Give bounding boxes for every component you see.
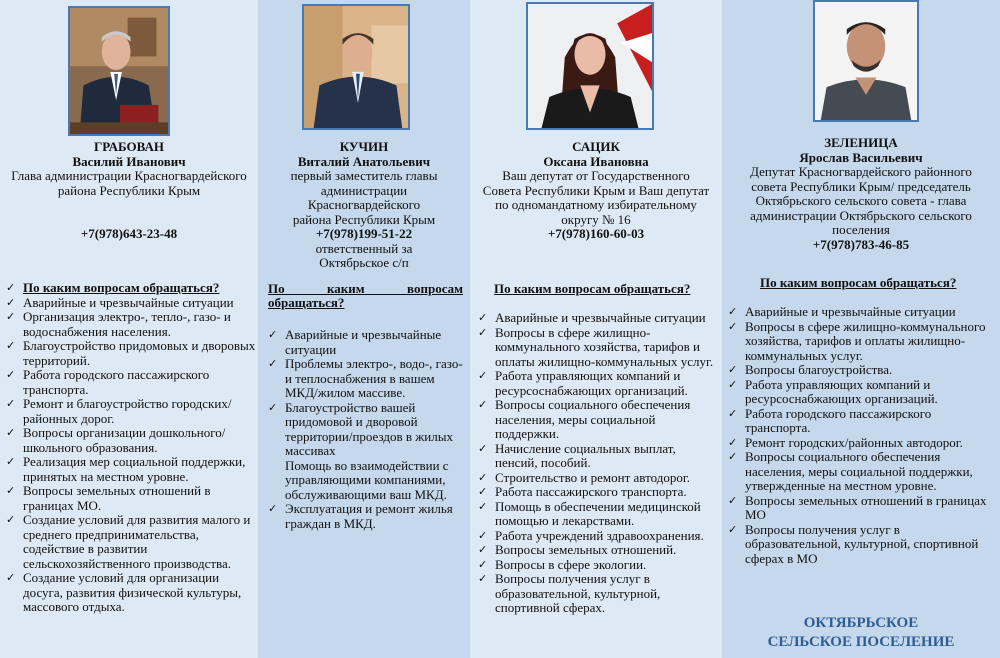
- list-item: ✓ Работа пассажирского транспорта.: [478, 485, 718, 500]
- list-item: ✓ Строительство и ремонт автодорог.: [478, 471, 718, 486]
- list-item: ✓ Аварийные и чрезвычайные ситуации: [478, 311, 718, 326]
- column-grabovan: [0, 0, 258, 658]
- list-item: ✓ Аварийные и чрезвычайные ситуации: [728, 305, 996, 320]
- list-item: ✓ Вопросы земельных отношений в границах МО.: [6, 484, 256, 513]
- portrait-satsik: [526, 2, 654, 130]
- position: первый заместитель главы администрации Красногвардейского района Республики Крым: [290, 168, 438, 227]
- list-item: ✓ Ремонт и благоустройство городских/районных дорог.: [6, 397, 256, 426]
- given-name: Виталий Анатольевич: [297, 153, 431, 169]
- list-item: ✓ Вопросы получения услуг в образовательной, культурной, спортивной сферах.: [478, 572, 718, 616]
- portrait-kuchin: [302, 4, 410, 130]
- phone: +7(978)643-23-48: [80, 226, 178, 241]
- surname: ГРАБОВАН: [94, 139, 164, 154]
- list-item: ✓ Вопросы социального обеспечения населения, меры социальной поддержки, утвержденные на местном уровне.: [728, 450, 996, 494]
- list-item: ✓ Работа городского пассажирского транспорта.: [6, 368, 256, 397]
- settlement-title-line1: ОКТЯБРЬСКОЕ: [803, 615, 919, 631]
- person-header: [258, 140, 470, 271]
- column-kuchin: [258, 0, 470, 658]
- phone: +7(978)199-51-22: [315, 226, 413, 241]
- list-item: ✓ Вопросы в сфере жилищно-коммунального хозяйства, тарифов и оплаты жилищно-коммунальных услуг.: [728, 320, 996, 364]
- questions-list: [478, 311, 718, 616]
- questions-list: [268, 328, 464, 531]
- list-item: ✓ Проблемы электро-, водо-, газо- и теплоснабжения в вашем МКД/жилом массиве.: [268, 357, 464, 401]
- list-item: ✓ Работа управляющих компаний и ресурсоснабжающих организаций.: [728, 378, 996, 407]
- column-zelenitsa: [722, 0, 1000, 658]
- phone: +7(978)783-46-85: [812, 236, 910, 252]
- list-item: ✓ Организация электро-, тепло-, газо- и водоснабжения населения.: [6, 310, 256, 339]
- list-item: ✓ Работа управляющих компаний и ресурсоснабжающих организаций.: [478, 369, 718, 398]
- given-name: Василий Иванович: [72, 153, 186, 169]
- position: Депутат Красногвардейского районного совета Республики Крым/ председатель Октябрьского сельского совета - глава администрации Октябрьского сельского поселения: [750, 164, 972, 237]
- list-item: ✓ Вопросы земельных отношений.: [478, 543, 718, 558]
- list-item: ✓ Вопросы земельных отношений в границах МО: [728, 494, 996, 523]
- list-item: ✓ Эксплуатация и ремонт жилья граждан в МКД.: [268, 502, 464, 531]
- list-item: ✓ Благоустройство придомовых и дворовых территорий.: [6, 339, 256, 368]
- list-item: ✓ Создание условий для развития малого и среднего предпринимательства, содействие в развитии сельскохозяйственного производства.: [6, 513, 256, 571]
- list-item: ✓ Реализация мер социальной поддержки, принятых на местном уровне.: [6, 455, 256, 484]
- list-item: ✓ Создание условий для организации досуга, развития физической культуры, массового отдыха.: [6, 571, 256, 615]
- list-item: ✓ Работа городского пассажирского транспорта.: [728, 407, 996, 436]
- person-header: [722, 136, 1000, 252]
- settlement-title-line2: СЕЛЬСКОЕ ПОСЕЛЕНИЕ: [767, 634, 955, 650]
- list-item: Помощь во взаимодействии с управляющими компаниями, обслуживающими ваш МКД.: [285, 457, 449, 502]
- questions-list: [6, 281, 256, 615]
- surname: ЗЕЛЕНИЦА: [824, 135, 898, 150]
- portrait-grabovan: [68, 6, 170, 136]
- list-item: ✓ Аварийные и чрезвычайные ситуации: [268, 328, 464, 357]
- list-item: ✓ Ремонт городских/районных автодорог.: [728, 436, 996, 451]
- list-item: ✓ Вопросы организации дошкольного/школьного образования.: [6, 426, 256, 455]
- questions-list: [728, 305, 996, 566]
- settlement-title: [722, 614, 1000, 652]
- portrait-zelenitsa: [813, 0, 919, 122]
- given-name: Ярослав Васильевич: [799, 149, 923, 165]
- list-item: ✓ Работа учреждений здравоохранения.: [478, 529, 718, 544]
- list-item: ✓ Вопросы социального обеспечения населения, меры социальной поддержки.: [478, 398, 718, 442]
- given-name: Оксана Ивановна: [543, 153, 649, 169]
- list-item: ✓ Вопросы получения услуг в образовательной, культурной, спортивной сферах в МО: [728, 523, 996, 567]
- list-item: ✓ Вопросы благоустройства.: [728, 363, 996, 378]
- person-header: [470, 140, 722, 242]
- responsibility: ответственный за Октябрьское с/п: [315, 240, 413, 270]
- questions-title: ✓ По каким вопросам обращаться?: [6, 281, 256, 296]
- list-item: ✓ Вопросы в сфере жилищно-коммунального хозяйства, тарифов и оплаты жилищно-коммунальных услуг.: [478, 326, 718, 370]
- surname: КУЧИН: [339, 139, 389, 154]
- list-item: ✓ Вопросы в сфере экологии.: [478, 558, 718, 573]
- list-item: ✓ Благоустройство вашей придомовой и дворовой территории/проездов в жилых массивах: [268, 401, 464, 459]
- questions-title: По каким вопросам обращаться?: [760, 275, 957, 290]
- column-satsik: [470, 0, 722, 658]
- list-item: ✓ Начисление социальных выплат, пенсий, пособий.: [478, 442, 718, 471]
- questions-title: По каким вопросам обращаться?: [494, 281, 691, 296]
- surname: САЦИК: [572, 139, 620, 154]
- position: Ваш депутат от Государственного Совета Республики Крым и Ваш депутат по одномандатному избирательному округу № 16: [482, 168, 710, 227]
- person-header: [0, 140, 258, 242]
- questions-title: По каким вопросам обращаться?: [268, 281, 463, 310]
- list-item: ✓ Аварийные и чрезвычайные ситуации: [6, 296, 256, 311]
- position: Глава администрации Красногвардейского района Республики Крым: [11, 168, 247, 198]
- phone: +7(978)160-60-03: [547, 226, 645, 241]
- list-item: ✓ Помощь в обеспечении медицинской помощью и лекарствами.: [478, 500, 718, 529]
